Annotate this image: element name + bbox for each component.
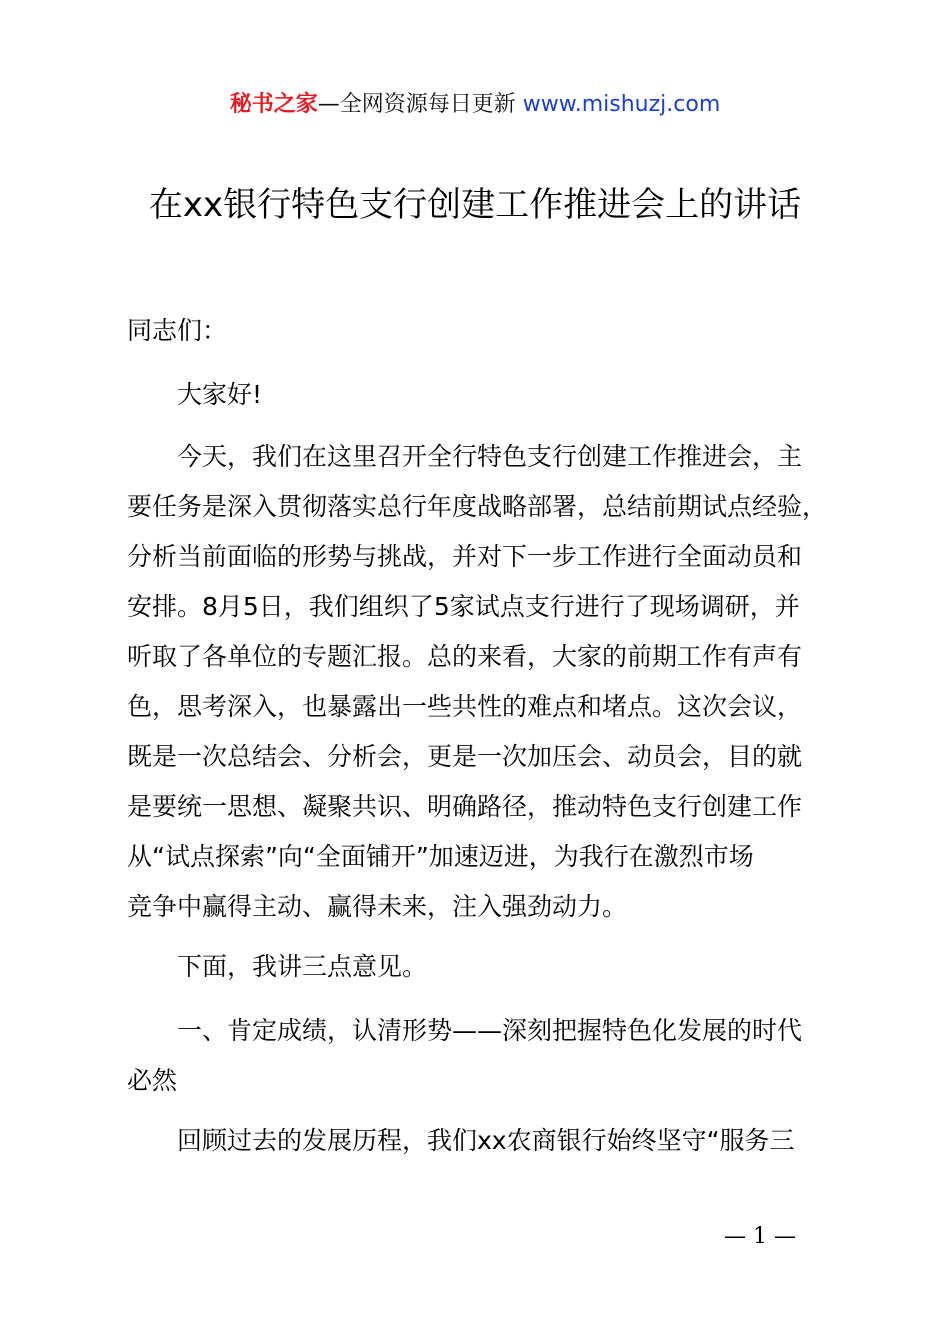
paragraph-line: 安排。8月5日，我们组织了5家试点支行进行了现场调研，并 bbox=[127, 592, 800, 621]
site-brand: 秘书之家 bbox=[229, 92, 318, 117]
page-number: — 1 — bbox=[724, 1224, 796, 1249]
paragraph-line: 竞争中赢得主动、赢得未来，注入强劲动力。 bbox=[127, 892, 628, 921]
document-title: 在xx银行特色支行创建工作推进会上的讲话 bbox=[148, 185, 802, 225]
paragraph-line: 既是一次总结会、分析会，更是一次加压会、动员会，目的就 bbox=[127, 742, 803, 771]
paragraph-line: 色，思考深入，也暴露出一些共性的难点和堵点。这次会议， bbox=[127, 692, 803, 721]
paragraph-line: 要任务是深入贯彻落实总行年度战略部署，总结前期试点经验， bbox=[127, 492, 828, 521]
paragraph-line: 今天，我们在这里召开全行特色支行创建工作推进会，主 bbox=[177, 442, 803, 471]
paragraph-transition: 下面，我讲三点意见。 bbox=[177, 952, 428, 981]
paragraph-line: 听取了各单位的专题汇报。总的来看，大家的前期工作有声有 bbox=[127, 642, 803, 671]
site-header bbox=[0, 90, 950, 120]
paragraph-line: 从“试点探索”向“全面铺开”加速迈进，为我行在激烈市场 bbox=[127, 842, 754, 871]
paragraph-intro bbox=[127, 432, 839, 932]
salutation: 同志们： bbox=[127, 316, 228, 345]
greeting: 大家好! bbox=[177, 380, 263, 409]
paragraph-line: 是要统一思想、凝聚共识、明确路径，推动特色支行创建工作 bbox=[127, 792, 803, 821]
site-tagline: —全网资源每日更新 bbox=[317, 92, 523, 117]
paragraph-review: 回顾过去的发展历程，我们xx农商银行始终坚守“服务三 bbox=[177, 1126, 795, 1155]
heading-line: 一、肯定成绩，认清形势——深刻把握特色化发展的时代 bbox=[177, 1016, 803, 1045]
paragraph-line: 分析当前面临的形势与挑战，并对下一步工作进行全面动员和 bbox=[127, 542, 803, 571]
section-heading-1 bbox=[127, 1006, 839, 1106]
site-url-link[interactable]: www.mishuzj.com bbox=[522, 92, 721, 117]
heading-line: 必然 bbox=[127, 1066, 178, 1095]
